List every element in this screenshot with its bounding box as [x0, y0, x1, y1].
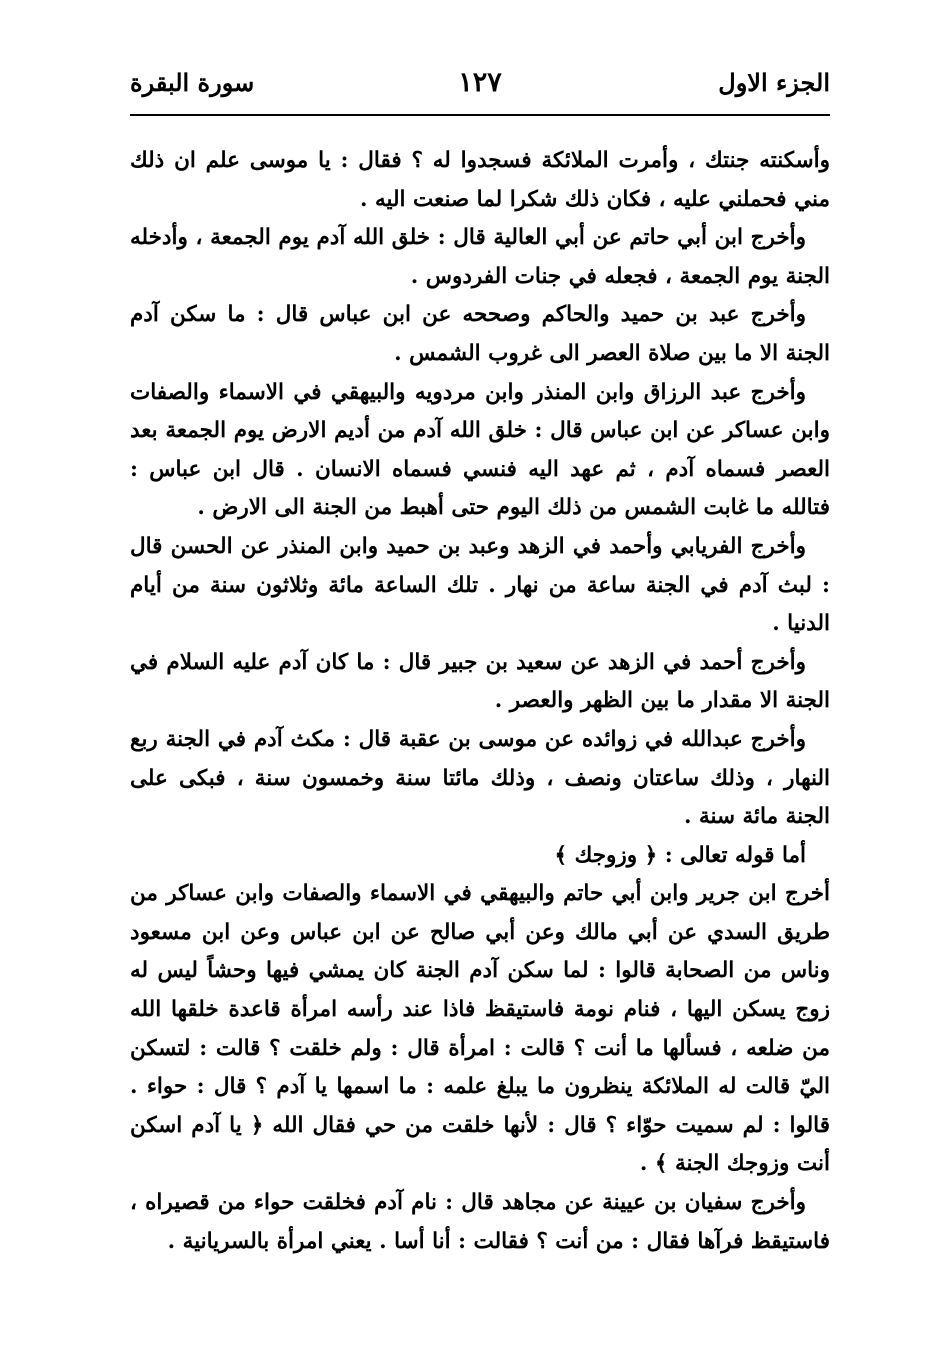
- paragraph: وأخرج الفريابي وأحمد في الزهد وعبد بن حميد وابن المنذر عن الحسن قال : لبث آدم في الجنة ساعة من نهار . تلك الساعة مائة وثلاثون سنة من أيام الدنيا .: [130, 533, 830, 637]
- paragraph: وأخرج عبد بن حميد والحاكم وصححه عن ابن عباس قال : ما سكن آدم الجنة الا ما بين صلاة العصر الى غروب الشمس .: [130, 302, 830, 366]
- volume-label: الجزء الاول: [718, 67, 830, 97]
- page-number: ١٢٧: [458, 66, 502, 98]
- paragraph: وأخرج ابن أبي حاتم عن أبي العالية قال : خلق الله آدم يوم الجمعة ، وأدخله الجنة يوم الجمعة ، فجعله في جنات الفردوس .: [130, 225, 830, 289]
- paragraph: وأخرج عبدالله في زوائده عن موسى بن عقبة قال : مكث آدم في الجنة ربع النهار ، وذلك ساعتان ونصف ، وذلك مائتا سنة وخمسون سنة ، فبكى على الجنة مائة سنة .: [130, 726, 830, 830]
- paragraph: أخرج ابن جرير وابن أبي حاتم والبيهقي في الاسماء والصفات وابن عساكر من طريق السدي عن أبي مالك وعن أبي صالح عن ابن عباس وعن ابن مسعود وناس من الصحابة قالوا : لما سكن آدم الجنة كان يمشي فيها وحشاً ليس له زوج يسكن اليها ، فنام نومة فاستيقظ فاذا عند رأسه امرأة قاعدة خلقها الله من ضلعه ، فسألها ما أنت ؟ قالت : امرأة قال : ولم خلقت ؟ قالت : لتسكن اليّ قالت له الملائكة ينظرون ما يبلغ علمه : ما اسمها يا آدم ؟ قال : حواء . قالوا : لم سميت حوّاء ؟ قال : لأنها خلقت من حي فقال الله ﴿ يا آدم اسكن أنت وزوجك الجنة ﴾ .: [130, 881, 830, 1177]
- paragraph: وأخرج عبد الرزاق وابن المنذر وابن مردويه والبيهقي في الاسماء والصفات وابن عساكر عن ابن عباس قال : خلق الله آدم من أديم الارض يوم الجمعة بعد العصر فسماه آدم ، ثم عهد اليه فنسي فسماه الانسان . قال ابن عباس : فتالله ما غابت الشمس من ذلك اليوم حتى أهبط من الجنة الى الارض .: [130, 379, 830, 521]
- page-header: [130, 62, 830, 102]
- body-text: [130, 142, 830, 1261]
- surah-title: سورة البقرة: [130, 67, 255, 97]
- paragraph: وأخرج أحمد في الزهد عن سعيد بن جبير قال : ما كان آدم عليه السلام في الجنة الا مقدار ما بين الظهر والعصر .: [130, 649, 830, 714]
- paragraph: وأخرج سفيان بن عيينة عن مجاهد قال : نام آدم فخلقت حواء من قصيراه ، فاستيقظ فرآها فقال : من أنت ؟ فقالت : أنا أسا . يعني امرأة بالسريانية .: [130, 1190, 830, 1254]
- section-heading: أما قوله تعالى : ﴿ وزوجك ﴾: [554, 842, 806, 868]
- paragraph: وأسكنته جنتك ، وأمرت الملائكة فسجدوا له ؟ فقال : يا موسى علم ان ذلك مني فحملني عليه ، فكان ذلك شكرا لما صنعت اليه .: [130, 148, 830, 212]
- header-divider: [130, 114, 830, 116]
